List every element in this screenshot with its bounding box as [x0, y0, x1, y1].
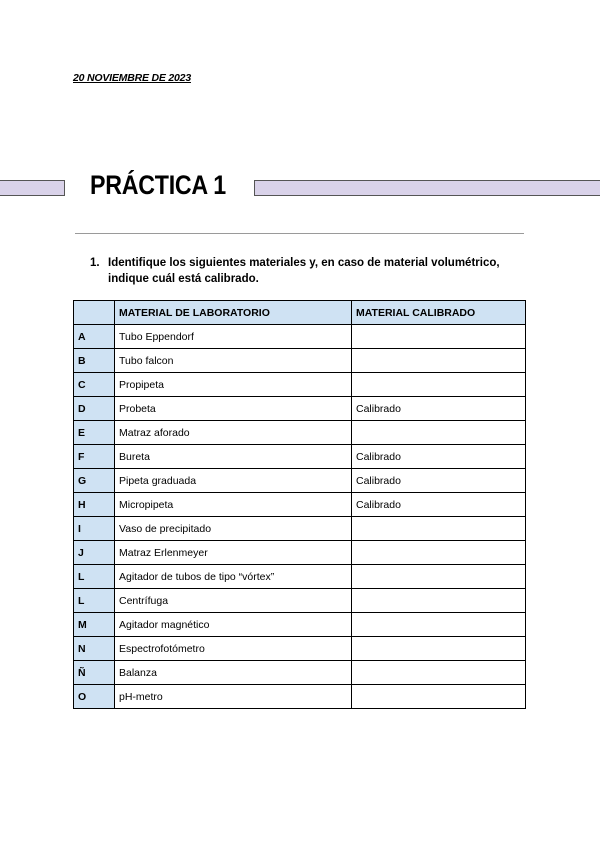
- question-1: [90, 255, 530, 287]
- table-row: [74, 661, 526, 685]
- row-letter: N: [74, 637, 115, 661]
- row-calibrated: [352, 637, 526, 661]
- row-letter: M: [74, 613, 115, 637]
- row-calibrated: [352, 613, 526, 637]
- row-material: Bureta: [115, 445, 352, 469]
- row-letter: C: [74, 373, 115, 397]
- row-material: Propipeta: [115, 373, 352, 397]
- header-material: MATERIAL DE LABORATORIO: [115, 301, 352, 325]
- row-calibrated: Calibrado: [352, 397, 526, 421]
- row-calibrated: [352, 325, 526, 349]
- row-calibrated: [352, 421, 526, 445]
- table-row: [74, 493, 526, 517]
- row-material: Vaso de precipitado: [115, 517, 352, 541]
- question-number: 1.: [90, 257, 100, 269]
- materials-table: [73, 300, 526, 709]
- table-row: [74, 589, 526, 613]
- row-calibrated: Calibrado: [352, 493, 526, 517]
- table-row: [74, 349, 526, 373]
- row-letter: L: [74, 565, 115, 589]
- table-row: [74, 397, 526, 421]
- row-letter: L: [74, 589, 115, 613]
- table-row: [74, 637, 526, 661]
- row-calibrated: [352, 565, 526, 589]
- row-material: Balanza: [115, 661, 352, 685]
- row-calibrated: [352, 541, 526, 565]
- header-corner: [74, 301, 115, 325]
- row-material: Agitador de tubos de tipo “vórtex”: [115, 565, 352, 589]
- table-row: [74, 565, 526, 589]
- row-calibrated: [352, 517, 526, 541]
- row-letter: O: [74, 685, 115, 709]
- table-row: [74, 613, 526, 637]
- document-date: 20 NOVIEMBRE DE 2023: [73, 72, 191, 84]
- row-material: Matraz aforado: [115, 421, 352, 445]
- section-divider: [75, 233, 524, 234]
- title-band-left: [0, 180, 65, 196]
- row-material: Pipeta graduada: [115, 469, 352, 493]
- row-material: Probeta: [115, 397, 352, 421]
- row-material: pH-metro: [115, 685, 352, 709]
- row-letter: B: [74, 349, 115, 373]
- title-band-right: [254, 180, 600, 196]
- row-letter: J: [74, 541, 115, 565]
- table-header-row: [74, 301, 526, 325]
- row-calibrated: Calibrado: [352, 445, 526, 469]
- row-letter: F: [74, 445, 115, 469]
- row-material: Micropipeta: [115, 493, 352, 517]
- table-row: [74, 445, 526, 469]
- row-material: Tubo Eppendorf: [115, 325, 352, 349]
- row-letter: A: [74, 325, 115, 349]
- row-material: Agitador magnético: [115, 613, 352, 637]
- row-calibrated: [352, 589, 526, 613]
- row-letter: I: [74, 517, 115, 541]
- row-material: Espectrofotómetro: [115, 637, 352, 661]
- table-row: [74, 469, 526, 493]
- row-material: Tubo falcon: [115, 349, 352, 373]
- row-material: Matraz Erlenmeyer: [115, 541, 352, 565]
- table-row: [74, 421, 526, 445]
- table-row: [74, 541, 526, 565]
- row-letter: D: [74, 397, 115, 421]
- table-row: [74, 373, 526, 397]
- row-calibrated: [352, 685, 526, 709]
- table-row: [74, 517, 526, 541]
- question-text: Identifique los siguientes materiales y, en caso de material volumétrico, indique cuál está calibrado.: [108, 257, 500, 285]
- row-calibrated: Calibrado: [352, 469, 526, 493]
- header-calibrated: MATERIAL CALIBRADO: [352, 301, 526, 325]
- row-letter: G: [74, 469, 115, 493]
- table-row: [74, 325, 526, 349]
- row-calibrated: [352, 661, 526, 685]
- row-material: Centrífuga: [115, 589, 352, 613]
- row-letter: H: [74, 493, 115, 517]
- row-letter: Ñ: [74, 661, 115, 685]
- row-letter: E: [74, 421, 115, 445]
- table-row: [74, 685, 526, 709]
- row-calibrated: [352, 373, 526, 397]
- page-title: PRÁCTICA 1: [90, 170, 226, 200]
- row-calibrated: [352, 349, 526, 373]
